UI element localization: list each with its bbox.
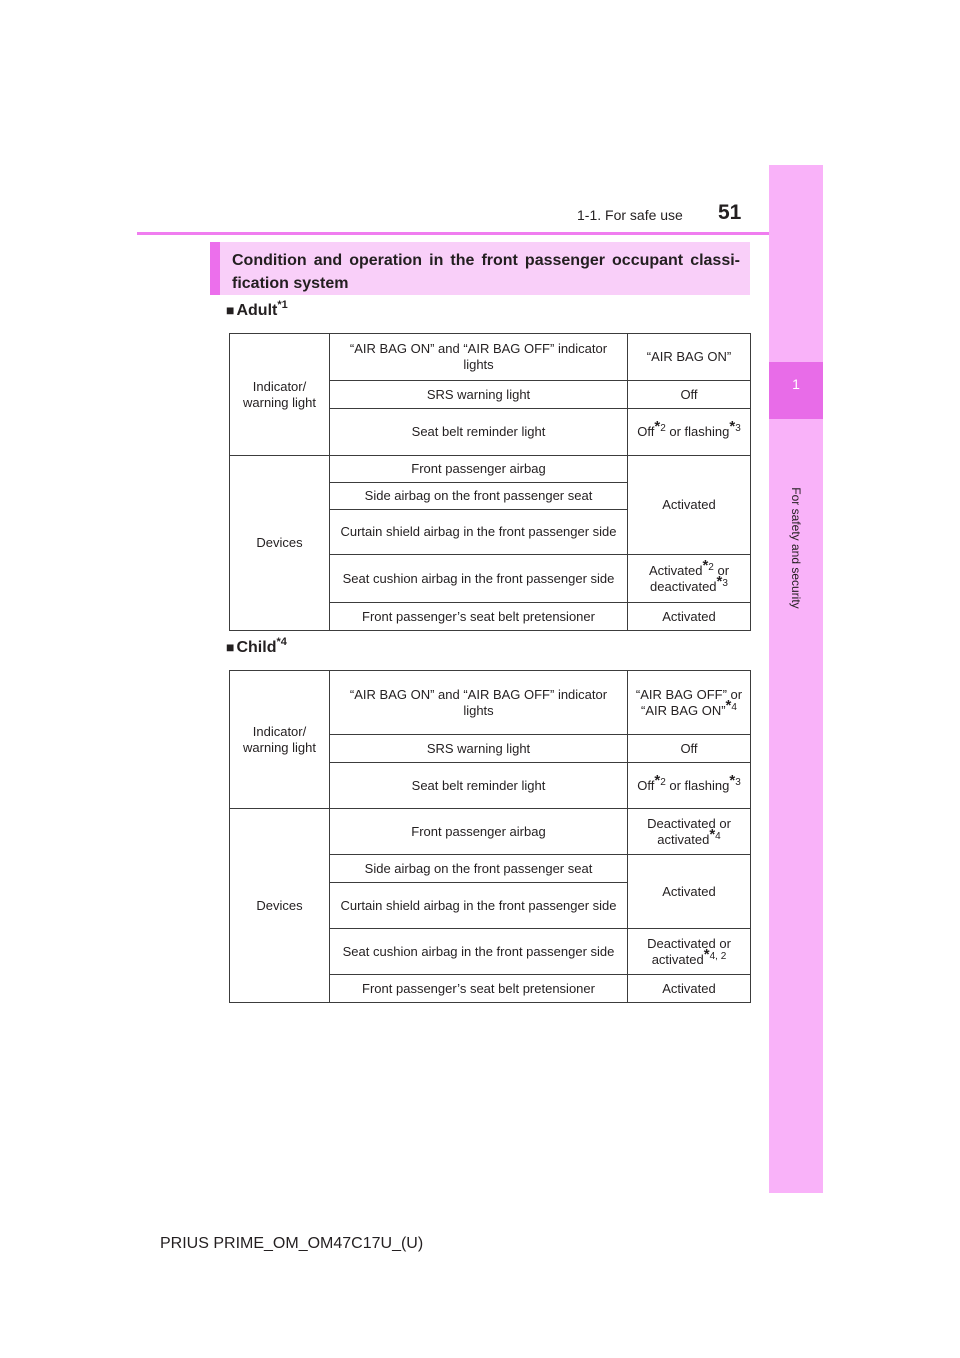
table-cell: Activated xyxy=(628,855,751,929)
table-cell: “AIR BAG ON” and “AIR BAG OFF” indicator lights xyxy=(330,671,628,735)
table-cell: SRS warning light xyxy=(330,381,628,409)
table-cell: Side airbag on the front passenger seat xyxy=(330,855,628,883)
table-cell: Activated xyxy=(628,603,751,631)
adult-table xyxy=(229,333,751,631)
table-cell: Indicator/ warning light xyxy=(230,334,330,456)
table-row xyxy=(230,809,751,855)
table-cell: Off$^{*2}$ or flashing$^{*3}$ xyxy=(628,763,751,809)
bullet-square-icon: ■ xyxy=(226,639,235,655)
table-cell: Activated xyxy=(628,456,751,555)
table-cell: “AIR BAG ON” and “AIR BAG OFF” indicator lights xyxy=(330,334,628,381)
table-cell: Front passenger’s seat belt pretensioner xyxy=(330,975,628,1003)
table-cell: Devices xyxy=(230,809,330,1003)
adult-heading xyxy=(226,299,288,320)
table-cell: “AIR BAG ON” xyxy=(628,334,751,381)
table-cell: Front passenger airbag xyxy=(330,456,628,483)
chapter-title: For safety and security xyxy=(789,487,803,609)
table-cell: Front passenger airbag xyxy=(330,809,628,855)
footnote-marker: *1 xyxy=(277,299,288,311)
table-row xyxy=(230,671,751,735)
adult-heading-text: Adult xyxy=(236,302,278,319)
table-cell: Activated$^{*2}$ or deactivated$^{*3}$ xyxy=(628,555,751,603)
bullet-square-icon: ■ xyxy=(226,302,235,318)
child-table xyxy=(229,670,751,1003)
table-cell: Seat belt reminder light xyxy=(330,763,628,809)
chapter-number: 1 xyxy=(792,376,800,392)
table-cell: Deactivated or activated$^{*4, 2}$ xyxy=(628,929,751,975)
section-heading: Condition and operation in the front passenger occupant classi-fication system xyxy=(232,252,740,292)
table-cell: Curtain shield airbag in the front passenger side xyxy=(330,510,628,555)
table-cell: Side airbag on the front passenger seat xyxy=(330,483,628,510)
table-cell: Off xyxy=(628,381,751,409)
table-cell: Seat cushion airbag in the front passenger side xyxy=(330,929,628,975)
table-cell: “AIR BAG OFF” or “AIR BAG ON”$^{*4}$ xyxy=(628,671,751,735)
section-heading-box xyxy=(210,242,750,295)
table-cell: SRS warning light xyxy=(330,735,628,763)
table-cell: Front passenger’s seat belt pretensioner xyxy=(330,603,628,631)
table-cell: Activated xyxy=(628,975,751,1003)
document-code: PRIUS PRIME_OM_OM47C17U_(U) xyxy=(160,1235,424,1252)
table-row xyxy=(230,334,751,381)
page-number: 51 xyxy=(718,201,742,224)
table-cell: Off$^{*2}$ or flashing$^{*3}$ xyxy=(628,409,751,456)
table-row xyxy=(230,456,751,483)
table-cell: Deactivated or activated$^{*4}$ xyxy=(628,809,751,855)
header-section-title: 1-1. For safe use xyxy=(577,207,683,223)
header-rule xyxy=(137,232,823,235)
table-cell: Devices xyxy=(230,456,330,631)
table-cell: Seat belt reminder light xyxy=(330,409,628,456)
footnote-marker: *4 xyxy=(276,636,287,648)
table-cell: Off xyxy=(628,735,751,763)
chapter-side-tab xyxy=(769,165,823,1193)
child-heading xyxy=(226,636,287,657)
table-cell: Indicator/ warning light xyxy=(230,671,330,809)
table-cell: Seat cushion airbag in the front passenger side xyxy=(330,555,628,603)
table-cell: Curtain shield airbag in the front passenger side xyxy=(330,883,628,929)
child-heading-text: Child xyxy=(236,639,277,656)
